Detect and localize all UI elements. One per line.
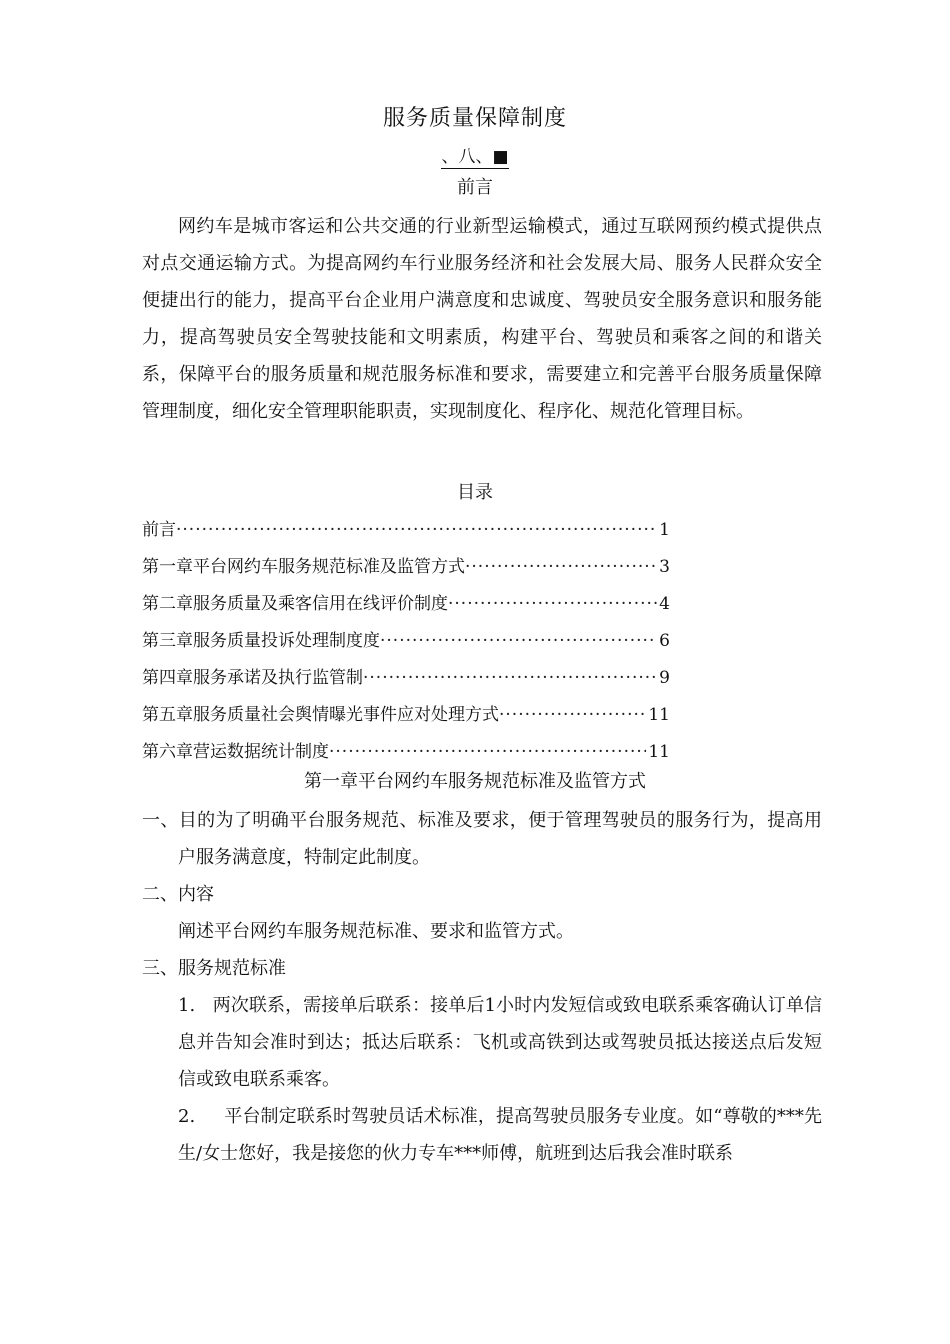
document-subtitle (0, 145, 950, 169)
content-heading: 二、内容 (142, 884, 214, 905)
toc-entry-label: 第四章服务承诺及执行监管制 (142, 668, 363, 688)
chapter1-body (142, 802, 822, 1172)
toc-leader-dots (329, 734, 646, 771)
toc-leader-dots (499, 697, 646, 734)
toc-entry-label: 第六章营运数据统计制度 (142, 742, 329, 762)
standards-heading: 三、服务规范标准 (142, 958, 286, 979)
toc-leader-dots (363, 660, 657, 697)
toc-leader-dots (465, 549, 657, 586)
toc-entry[interactable] (142, 586, 670, 623)
toc-entry-page: 11 (648, 742, 670, 762)
toc-entry[interactable] (142, 734, 670, 771)
toc-entry[interactable] (142, 660, 670, 697)
toc-entry-page: 9 (659, 668, 670, 688)
toc-entry-page: 4 (659, 594, 670, 614)
toc-entry-label: 前言 (142, 520, 176, 540)
standard-item (142, 1098, 822, 1172)
standard-item-text: 两次联系，需接单后联系：接单后1小时内发短信或致电联系乘客确认订单信息并告知会准时到达；抵达后联系：飞机或高铁到达或驾驶员抵达接送点后发短信或致电联系乘客。 (178, 995, 822, 1090)
toc-entry-label: 第五章服务质量社会舆情曝光事件应对处理方式 (142, 705, 499, 725)
standard-item (142, 987, 822, 1098)
toc-entry[interactable] (142, 512, 670, 549)
subtitle-text: 、八、■ (441, 147, 509, 167)
toc-leader-dots (176, 512, 657, 549)
document-title: 服务质量保障制度 (382, 106, 567, 131)
table-of-contents (142, 512, 670, 771)
preface-heading: 前言 (457, 177, 493, 198)
preface-paragraph: 网约车是城市客运和公共交通的行业新型运输模式，通过互联网预约模式提供点对点交通运输方式。为提高网约车行业服务经济和社会发展大局、服务人民群众安全便捷出行的能力，提高平台企业用户满意度和忠诚度、驾驶员安全服务意识和服务能力，提高驾驶员安全驾驶技能和文明素质，构建平台、驾驶员和乘客之间的和谐关系，保障平台的服务质量和规范服务标准和要求，需要建立和完善平台服务质量保障管理制度，细化安全管理职能职责，实现制度化、程序化、规范化管理目标。 (142, 216, 822, 422)
toc-leader-dots (448, 586, 657, 623)
standard-item-text: 平台制定联系时驾驶员话术标准，提高驾驶员服务专业度。如“尊敬的***先生/女士您好，我是接您的伙力专车***师傅，航班到达后我会准时联系 (178, 1106, 823, 1164)
standard-item-number: 1. (178, 995, 196, 1016)
toc-entry-label: 第三章服务质量投诉处理制度度 (142, 631, 380, 651)
toc-entry-page: 3 (659, 557, 670, 577)
standard-item-number: 2. (178, 1106, 196, 1127)
toc-entry-page: 11 (648, 705, 670, 725)
purpose-paragraph: 一、目的为了明确平台服务规范、标准及要求，便于管理驾驶员的服务行为，提高用户服务满意度，特制定此制度。 (142, 810, 822, 868)
chapter1-heading: 第一章平台网约车服务规范标准及监管方式 (304, 771, 646, 792)
toc-entry-page: 1 (659, 520, 670, 540)
toc-heading: 目录 (457, 482, 493, 503)
toc-entry[interactable] (142, 549, 670, 586)
toc-entry-label: 第一章平台网约车服务规范标准及监管方式 (142, 557, 465, 577)
toc-entry-page: 6 (659, 631, 670, 651)
toc-leader-dots (380, 623, 657, 660)
content-paragraph: 阐述平台网约车服务规范标准、要求和监管方式。 (178, 921, 574, 942)
toc-entry[interactable] (142, 697, 670, 734)
toc-entry-label: 第二章服务质量及乘客信用在线评价制度 (142, 594, 448, 614)
toc-entry[interactable] (142, 623, 670, 660)
